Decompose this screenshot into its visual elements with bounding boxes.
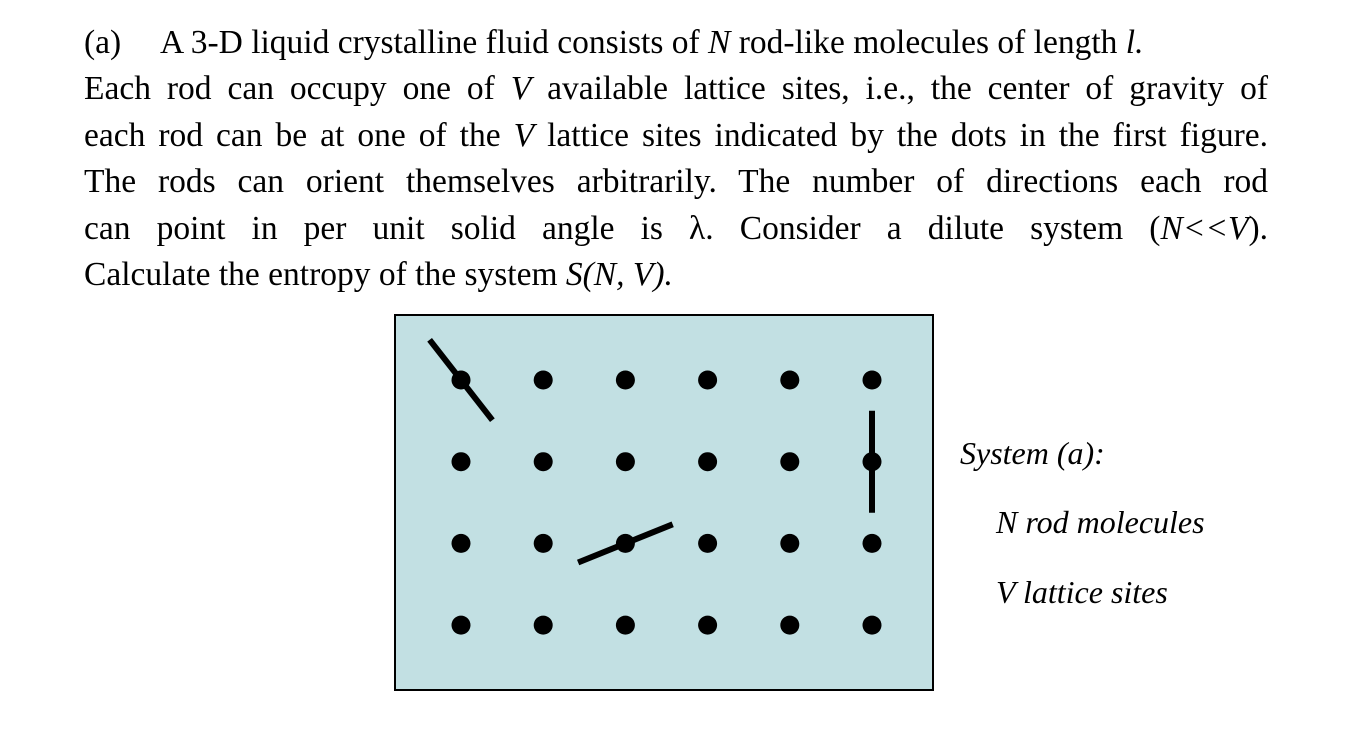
- part-label: (a): [84, 24, 122, 61]
- lattice-site-dot: [698, 371, 717, 390]
- lattice-site-dot: [780, 616, 799, 635]
- lattice-site-dot: [616, 452, 635, 471]
- problem-line-3: [84, 113, 1268, 159]
- problem-line-1: [84, 20, 1268, 66]
- lattice-site-dot: [780, 534, 799, 553]
- text-fragment: can point in per unit solid angle is λ. Consider a dilute system (: [84, 209, 1161, 247]
- variable-v: V: [510, 70, 532, 108]
- lattice-site-dot: [616, 616, 635, 635]
- text-fragment: Calculate the entropy of the system: [84, 256, 566, 294]
- text-fragment: rod-like molecules of length: [730, 24, 1126, 61]
- problem-line-4: The rods can orient themselves arbitrarily. The number of directions each rod: [84, 163, 1268, 201]
- lattice-site-dot: [452, 616, 471, 635]
- caption-rod-molecules: N rod molecules: [996, 504, 1205, 540]
- lattice-figure: [394, 314, 934, 691]
- problem-line-2: [84, 66, 1268, 112]
- caption-lattice-sites: V lattice sites: [996, 574, 1168, 610]
- text-fragment: available lattice sites, i.e., the center of gravity of: [531, 70, 1269, 108]
- lattice-site-dot: [616, 371, 635, 390]
- problem-line-6: [84, 252, 1268, 298]
- variable-l: l.: [1125, 24, 1144, 61]
- lattice-site-dot: [534, 452, 553, 471]
- lattice-site-dot: [780, 371, 799, 390]
- lattice-site-dot: [863, 616, 882, 635]
- rod-molecule: [430, 340, 493, 420]
- lattice-site-dot: [534, 371, 553, 390]
- variable-n-much-less-v: N<<V: [1160, 209, 1249, 247]
- text-fragment: lattice sites indicated by the dots in the first figure.: [534, 116, 1268, 154]
- lattice-site-dot: [534, 534, 553, 553]
- lattice-site-dot: [698, 452, 717, 471]
- rod-molecule: [578, 524, 673, 562]
- lattice-site-dot: [452, 452, 471, 471]
- lattice-site-dot: [863, 371, 882, 390]
- problem-statement: [84, 20, 1268, 298]
- variable-n: N: [708, 24, 731, 61]
- text-fragment: ).: [1248, 209, 1268, 247]
- lattice-site-dot: [534, 616, 553, 635]
- text-fragment: A 3-D liquid crystalline fluid consists of: [160, 24, 709, 61]
- text-fragment: each rod can be at one of the: [84, 116, 514, 154]
- text-fragment: Each rod can occupy one of: [84, 70, 511, 108]
- caption-title: System (a):: [960, 435, 1105, 471]
- variable-v: V: [513, 116, 535, 154]
- lattice-site-dot: [698, 534, 717, 553]
- lattice-diagram: [396, 316, 932, 689]
- lattice-site-dot: [452, 534, 471, 553]
- lattice-site-dot: [863, 534, 882, 553]
- problem-line-5: [84, 206, 1268, 252]
- entropy-symbol: S(N, V).: [565, 256, 673, 294]
- lattice-site-dot: [780, 452, 799, 471]
- lattice-site-dot: [698, 616, 717, 635]
